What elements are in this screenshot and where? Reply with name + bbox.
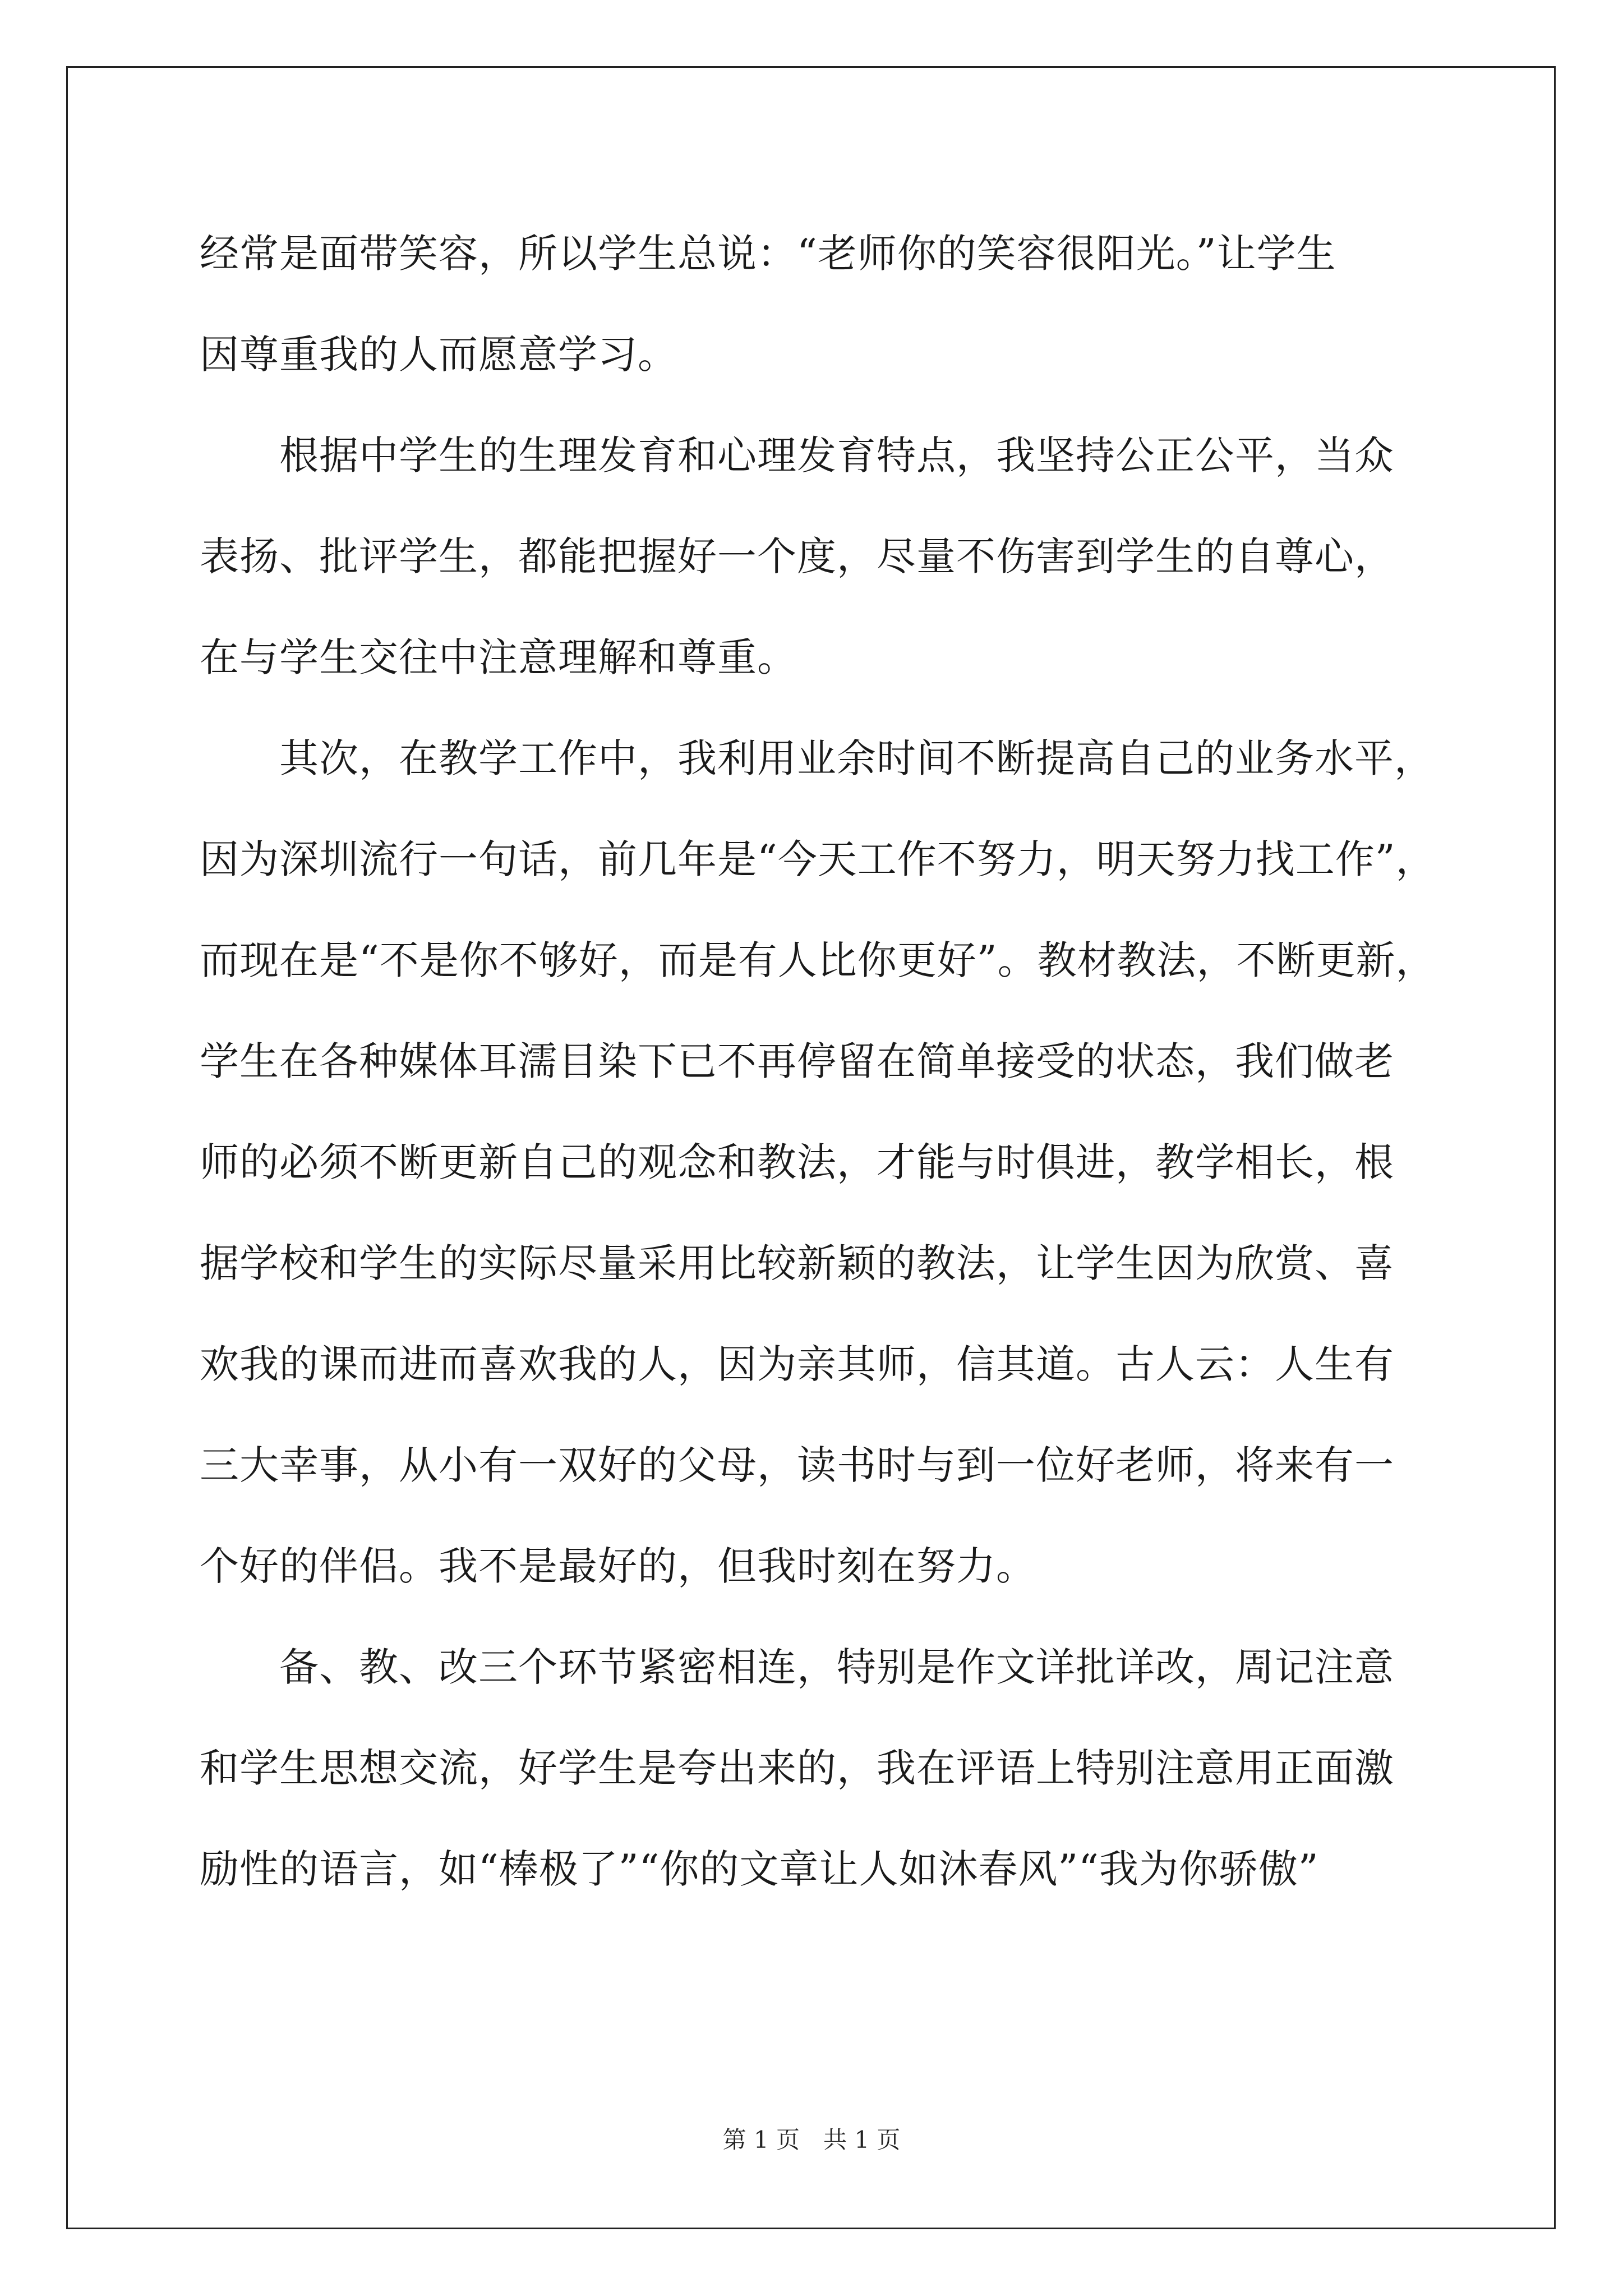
text-line: 励性的语言，如“棒极了”“你的文章让人如沐春风”“我为你骄傲” — [200, 1846, 1319, 1892]
text-line: 师的必须不断更新自己的观念和教法，才能与时俱进，教学相长，根 — [200, 1139, 1394, 1185]
text-line: 个好的伴侣。我不是最好的，但我时刻在努力。 — [200, 1543, 1036, 1589]
text-line: 表扬、批评学生，都能把握好一个度，尽量不伤害到学生的自尊心， — [200, 533, 1394, 579]
paragraph-first-line: 其次，在教学工作中，我利用业余时间不断提高自己的业务水平， — [279, 735, 1434, 781]
text-line: 学生在各种媒体耳濡目染下已不再停留在简单接受的状态，我们做老 — [200, 1038, 1394, 1084]
text-line: 因尊重我的人而愿意学习。 — [200, 332, 677, 378]
text-line: 三大幸事，从小有一双好的父母，读书时与到一位好老师，将来有一 — [200, 1442, 1394, 1488]
paragraph-first-line: 备、教、改三个环节紧密相连，特别是作文详批详改，周记注意 — [279, 1644, 1394, 1690]
text-line: 据学校和学生的实际尽量采用比较新颖的教法，让学生因为欣赏、喜 — [200, 1240, 1394, 1286]
text-line: 在与学生交往中注意理解和尊重。 — [200, 634, 797, 680]
text-line: 欢我的课而进而喜欢我的人，因为亲其师，信其道。古人云：人生有 — [200, 1341, 1394, 1387]
page-number-footer: 第 1 页 共 1 页 — [722, 2126, 901, 2154]
text-line: 而现在是“不是你不够好，而是有人比你更好”。教材教法，不断更新， — [200, 937, 1436, 983]
text-line: 经常是面带笑容，所以学生总说：“老师你的笑容很阳光。”让学生 — [200, 231, 1336, 277]
paragraph-first-line: 根据中学生的生理发育和心理发育特点，我坚持公正公平，当众 — [279, 432, 1394, 478]
text-line: 因为深圳流行一句话，前几年是“今天工作不努力，明天努力找工作”， — [200, 836, 1436, 882]
text-line: 和学生思想交流，好学生是夸出来的，我在评语上特别注意用正面激 — [200, 1745, 1394, 1791]
